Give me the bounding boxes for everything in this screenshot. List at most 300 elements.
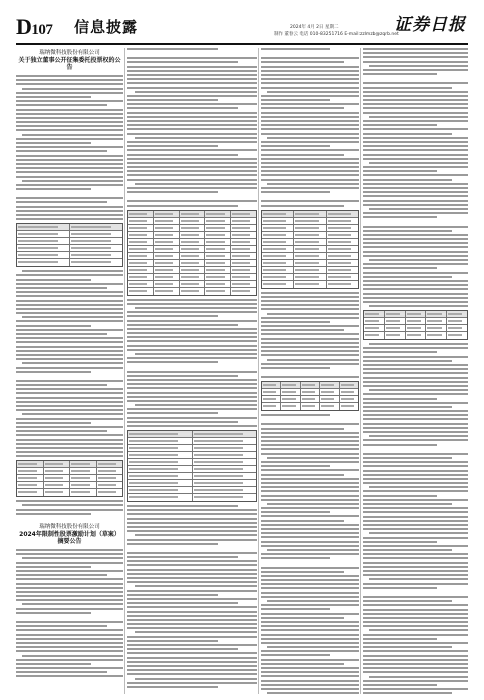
text-line xyxy=(16,283,123,285)
text-line xyxy=(16,430,107,432)
table-row xyxy=(262,396,358,403)
table-cell xyxy=(97,482,123,488)
table-cell xyxy=(205,260,231,266)
text-line xyxy=(363,470,468,472)
text-line xyxy=(261,342,359,344)
text-line xyxy=(363,272,468,274)
text-line xyxy=(261,78,359,80)
table-cell xyxy=(327,211,358,217)
text-line xyxy=(267,137,359,139)
text-line xyxy=(127,669,257,671)
body-text xyxy=(16,75,123,220)
table-cell xyxy=(70,461,97,467)
text-line xyxy=(363,528,468,530)
text-line xyxy=(363,507,468,509)
text-line xyxy=(363,495,437,497)
text-line xyxy=(22,557,123,559)
text-line xyxy=(261,592,359,594)
table-cell xyxy=(128,487,193,493)
text-line xyxy=(261,300,359,302)
table-cell xyxy=(154,225,180,231)
table-cell xyxy=(262,260,294,266)
table-row xyxy=(262,239,358,246)
text-line xyxy=(369,435,468,437)
table-cell xyxy=(180,281,206,287)
table-cell xyxy=(262,253,294,259)
text-line xyxy=(267,313,359,315)
table-cell xyxy=(301,403,320,410)
table-cell xyxy=(205,239,231,245)
text-line xyxy=(261,414,330,416)
text-line xyxy=(127,392,257,394)
text-line xyxy=(16,279,91,281)
text-line xyxy=(16,388,123,390)
table-cell xyxy=(281,389,300,395)
text-line xyxy=(261,149,359,151)
table-cell xyxy=(205,211,231,217)
table-row xyxy=(364,311,467,318)
text-line xyxy=(261,87,359,89)
table-cell xyxy=(447,311,467,317)
table-cell xyxy=(327,246,358,252)
text-line xyxy=(261,367,330,369)
text-line xyxy=(22,603,123,605)
text-line xyxy=(363,69,468,71)
issue-date: 2024年 4月 2日 星期二 xyxy=(290,25,339,30)
text-line xyxy=(16,142,91,144)
text-line xyxy=(127,509,257,511)
table-cell xyxy=(128,246,154,252)
table-cell xyxy=(231,225,256,231)
text-line xyxy=(16,354,123,356)
table-cell xyxy=(294,211,326,217)
text-line xyxy=(363,642,468,644)
body-text xyxy=(261,414,359,694)
table-row xyxy=(262,218,358,225)
text-line xyxy=(127,526,257,528)
text-line xyxy=(261,70,359,72)
notice-table xyxy=(261,210,359,289)
table-cell xyxy=(128,452,193,458)
text-line xyxy=(363,191,468,193)
text-line xyxy=(369,116,468,118)
table-cell xyxy=(340,382,358,388)
text-line xyxy=(363,364,468,366)
text-line xyxy=(261,444,359,446)
text-line xyxy=(16,583,123,585)
table-row xyxy=(17,475,122,482)
table-cell xyxy=(154,218,180,224)
text-line xyxy=(16,214,123,216)
text-line xyxy=(363,646,452,648)
text-line xyxy=(363,128,468,130)
text-line xyxy=(16,612,91,614)
text-line xyxy=(261,133,359,135)
text-line xyxy=(363,246,468,248)
text-line xyxy=(363,200,468,202)
text-line xyxy=(16,384,107,386)
text-line xyxy=(261,579,359,581)
table-cell xyxy=(70,224,122,230)
text-line xyxy=(16,587,123,589)
table-cell xyxy=(205,288,231,295)
text-line xyxy=(363,431,468,433)
text-line xyxy=(261,292,359,294)
text-line xyxy=(127,57,257,59)
text-line xyxy=(127,332,257,334)
text-line xyxy=(261,532,359,534)
table-row xyxy=(262,281,358,288)
table-cell xyxy=(447,325,467,331)
text-line xyxy=(363,293,468,295)
text-line xyxy=(22,270,123,272)
paragraph-gap xyxy=(127,690,257,694)
table-row xyxy=(128,218,256,225)
text-line xyxy=(16,646,123,648)
text-line xyxy=(16,513,91,515)
text-line xyxy=(16,150,107,152)
text-line xyxy=(135,678,257,680)
text-line xyxy=(363,356,468,358)
text-line xyxy=(363,465,468,467)
text-line xyxy=(363,183,468,185)
text-line xyxy=(261,684,359,686)
table-cell xyxy=(231,274,256,280)
table-cell xyxy=(128,225,154,231)
text-line xyxy=(16,371,91,373)
text-line xyxy=(261,453,359,455)
text-line xyxy=(16,591,123,593)
table-cell xyxy=(193,487,257,493)
text-line xyxy=(16,625,107,627)
text-line xyxy=(127,112,257,114)
text-line xyxy=(363,402,468,404)
text-line xyxy=(363,423,468,425)
table-cell xyxy=(262,396,281,402)
table-cell xyxy=(294,253,326,259)
table-cell xyxy=(426,311,447,317)
text-line xyxy=(261,688,359,690)
text-line xyxy=(127,673,257,675)
table-cell xyxy=(327,260,358,266)
table-cell xyxy=(17,489,44,496)
text-line xyxy=(16,418,123,420)
table-cell xyxy=(262,267,294,273)
text-line xyxy=(127,636,257,638)
text-line xyxy=(363,195,468,197)
table-cell xyxy=(70,259,122,266)
text-line xyxy=(363,650,468,652)
text-line xyxy=(261,120,359,122)
text-line xyxy=(363,251,468,253)
text-line xyxy=(127,564,257,566)
text-line xyxy=(16,599,123,601)
table-cell xyxy=(128,494,193,501)
table-row xyxy=(17,259,122,266)
table-cell xyxy=(294,260,326,266)
text-line xyxy=(127,387,257,389)
text-line xyxy=(127,594,218,596)
header-rule xyxy=(16,43,468,45)
text-line xyxy=(261,663,344,665)
text-line xyxy=(261,515,359,517)
text-line xyxy=(261,57,359,59)
text-line xyxy=(127,187,257,189)
text-line xyxy=(127,371,257,373)
table-row xyxy=(17,224,122,231)
table-row xyxy=(128,281,256,288)
paragraph-gap xyxy=(16,517,123,522)
table-cell xyxy=(406,318,427,324)
text-line xyxy=(127,128,257,130)
text-line xyxy=(363,461,468,463)
text-line xyxy=(16,218,123,220)
table-row xyxy=(128,480,256,487)
notice-company: 瑞纳微科技股份有限公司 xyxy=(39,524,100,530)
table-cell xyxy=(70,468,97,474)
text-line xyxy=(127,505,238,507)
text-line xyxy=(267,457,359,459)
text-line xyxy=(267,549,359,551)
text-line xyxy=(127,166,257,168)
text-line xyxy=(363,234,468,236)
text-line xyxy=(16,455,123,457)
text-line xyxy=(127,191,218,193)
text-line xyxy=(16,337,123,339)
table-cell xyxy=(128,239,154,245)
text-line xyxy=(127,133,257,135)
body-text xyxy=(16,549,123,677)
text-line xyxy=(261,107,344,109)
text-line xyxy=(261,162,359,164)
text-line xyxy=(16,176,123,178)
text-line xyxy=(369,343,468,345)
text-line xyxy=(127,417,257,419)
table-cell xyxy=(97,475,123,481)
table-row xyxy=(17,482,122,489)
text-line xyxy=(261,112,359,114)
text-line xyxy=(16,312,123,314)
text-line xyxy=(363,297,468,299)
text-line xyxy=(261,423,359,425)
text-line xyxy=(135,91,257,93)
notice-table xyxy=(16,223,123,267)
text-line xyxy=(16,663,91,665)
text-line xyxy=(127,95,257,97)
body-text xyxy=(16,500,123,522)
text-line xyxy=(363,216,437,218)
text-line xyxy=(363,692,452,694)
text-line xyxy=(363,284,468,286)
text-line xyxy=(363,347,468,349)
text-line xyxy=(363,474,468,476)
text-line xyxy=(16,125,123,127)
text-line xyxy=(261,634,359,636)
text-line xyxy=(363,566,468,568)
text-line xyxy=(16,197,123,199)
table-cell xyxy=(17,238,70,244)
table-cell xyxy=(426,332,447,339)
text-line xyxy=(363,56,468,58)
text-line xyxy=(135,534,257,536)
text-line xyxy=(16,96,91,98)
table-cell xyxy=(231,246,256,252)
text-line xyxy=(16,291,123,293)
text-line xyxy=(363,204,468,206)
text-line xyxy=(127,623,257,625)
table-cell xyxy=(44,475,71,481)
text-line xyxy=(261,448,359,450)
text-line xyxy=(363,549,452,551)
table-cell xyxy=(320,403,339,410)
table-cell xyxy=(193,431,257,437)
text-line xyxy=(16,163,123,165)
table-cell xyxy=(70,475,97,481)
text-line xyxy=(363,439,468,441)
table-row xyxy=(128,239,256,246)
text-line xyxy=(127,170,257,172)
table-cell xyxy=(17,231,70,237)
text-line xyxy=(16,75,123,77)
column-divider xyxy=(124,48,125,694)
text-line xyxy=(261,296,359,298)
text-line xyxy=(127,652,257,654)
table-cell xyxy=(364,325,385,331)
text-line xyxy=(127,99,218,101)
text-line xyxy=(16,434,123,436)
text-line xyxy=(261,440,359,442)
text-line xyxy=(127,590,257,592)
table-row xyxy=(17,231,122,238)
text-line xyxy=(127,573,257,575)
text-line xyxy=(16,595,123,597)
text-line xyxy=(363,141,468,143)
notice-title: 关于独立董事公开征集委托投票权的公告 xyxy=(18,57,121,71)
text-line xyxy=(261,617,344,619)
text-line xyxy=(363,48,468,50)
text-line xyxy=(127,569,257,571)
text-line xyxy=(363,524,468,526)
text-line xyxy=(363,609,468,611)
text-line xyxy=(261,116,359,118)
text-line xyxy=(363,145,468,147)
text-line xyxy=(363,634,468,636)
table-cell xyxy=(44,468,71,474)
text-line xyxy=(261,350,359,352)
text-line xyxy=(363,381,468,383)
text-line xyxy=(127,513,257,515)
text-line xyxy=(363,490,468,492)
table-cell xyxy=(294,239,326,245)
text-line xyxy=(261,667,359,669)
text-line xyxy=(261,671,359,673)
column-4 xyxy=(363,48,468,694)
text-line xyxy=(363,516,468,518)
table-cell xyxy=(128,431,193,437)
text-line xyxy=(127,552,257,554)
text-line xyxy=(363,499,468,501)
table-row xyxy=(364,318,467,325)
text-line xyxy=(261,571,344,573)
text-line xyxy=(16,100,123,102)
text-line xyxy=(261,520,344,522)
text-line xyxy=(363,511,468,513)
table-cell xyxy=(193,466,257,472)
text-line xyxy=(363,91,468,93)
table-row xyxy=(17,245,122,252)
table-cell xyxy=(17,475,44,481)
table-cell xyxy=(97,468,123,474)
text-line xyxy=(363,288,468,290)
text-line xyxy=(261,490,359,492)
table-row xyxy=(262,253,358,260)
text-line xyxy=(127,87,257,89)
text-line xyxy=(261,528,359,530)
table-row xyxy=(262,267,358,274)
text-line xyxy=(127,602,238,604)
text-line xyxy=(16,562,123,564)
text-line xyxy=(369,162,468,164)
text-line xyxy=(267,600,359,602)
text-line xyxy=(22,504,123,506)
table-cell xyxy=(294,218,326,224)
table-cell xyxy=(180,288,206,295)
text-line xyxy=(363,684,437,686)
text-line xyxy=(363,212,468,214)
text-line xyxy=(261,499,359,501)
text-line xyxy=(363,255,468,257)
text-line xyxy=(261,507,359,509)
text-line xyxy=(16,667,123,669)
text-line xyxy=(16,426,123,428)
table-row xyxy=(128,466,256,473)
text-line xyxy=(261,553,359,555)
text-line xyxy=(16,392,123,394)
table-cell xyxy=(385,332,406,339)
text-line xyxy=(363,541,437,543)
table-cell xyxy=(193,459,257,465)
text-line xyxy=(261,66,359,68)
text-line xyxy=(261,200,359,202)
text-line xyxy=(261,304,359,306)
text-line xyxy=(261,638,359,640)
body-text xyxy=(261,48,359,207)
text-line xyxy=(261,338,359,340)
text-line xyxy=(369,389,468,391)
text-line xyxy=(127,103,257,105)
text-line xyxy=(16,447,123,449)
table-cell xyxy=(193,473,257,479)
text-line xyxy=(261,486,359,488)
text-line xyxy=(369,629,468,631)
text-line xyxy=(127,70,257,72)
text-line xyxy=(261,191,330,193)
text-line xyxy=(261,621,359,623)
text-line xyxy=(363,680,468,682)
notice-title-block xyxy=(16,524,123,545)
text-line xyxy=(261,613,359,615)
table-cell xyxy=(180,239,206,245)
table-cell xyxy=(154,281,180,287)
text-line xyxy=(127,324,238,326)
text-line xyxy=(261,465,330,467)
text-line xyxy=(16,92,123,94)
text-line xyxy=(127,174,257,176)
text-line xyxy=(127,396,257,398)
table-row xyxy=(262,403,358,410)
table-cell xyxy=(262,274,294,280)
text-line xyxy=(16,671,107,673)
